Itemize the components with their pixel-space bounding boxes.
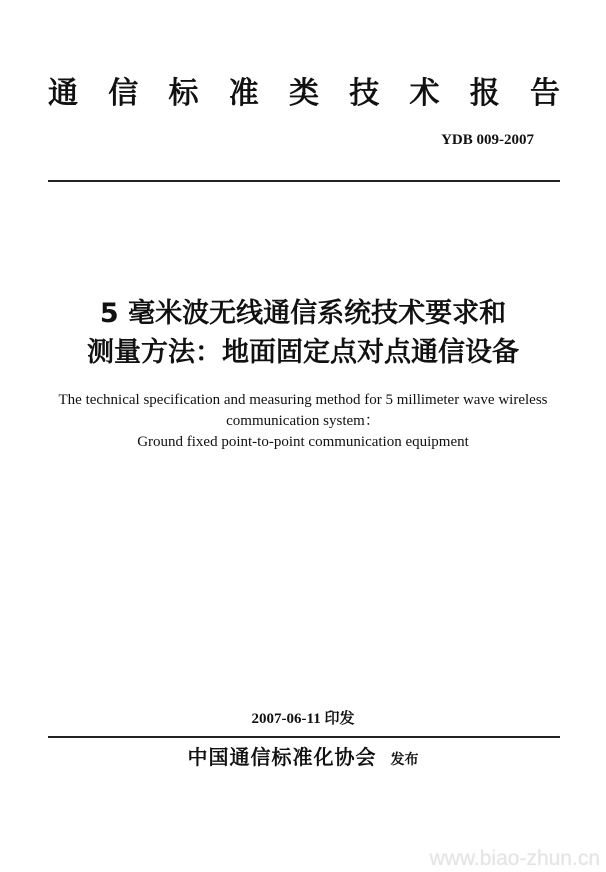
bottom-divider: [48, 736, 560, 738]
top-divider: [48, 180, 560, 182]
issue-date: 2007-06-11 印发: [251, 711, 355, 727]
report-series-title: [48, 70, 560, 118]
english-title-line-3: Ground fixed point-to-point communication equipment: [137, 434, 469, 450]
series-char: 标: [168, 76, 199, 111]
series-char: 报: [469, 76, 500, 111]
publisher-line: [0, 747, 606, 767]
series-char: 术: [409, 76, 440, 111]
standard-number: YDB 009-2007: [441, 132, 534, 148]
series-char: 技: [349, 76, 380, 111]
series-char: 通: [48, 76, 78, 111]
publish-label: 发布: [390, 752, 419, 768]
site-watermark: www.biao-zhun.cn: [429, 847, 600, 870]
series-char: 准: [228, 76, 259, 111]
series-char: 告: [530, 76, 560, 111]
english-title-line-1: The technical specification and measuring method for 5 millimeter wave wireless: [58, 392, 548, 408]
series-char: 类: [289, 76, 319, 111]
series-char: 信: [108, 76, 139, 111]
chinese-title-line-1: 5 毫米波无线通信系统技术要求和: [99, 298, 507, 329]
english-title-line-2: communication system：: [226, 413, 380, 429]
publisher-name: 中国通信标准化协会: [187, 745, 377, 769]
chinese-title-line-2: 测量方法：地面固定点对点通信设备: [87, 337, 519, 368]
